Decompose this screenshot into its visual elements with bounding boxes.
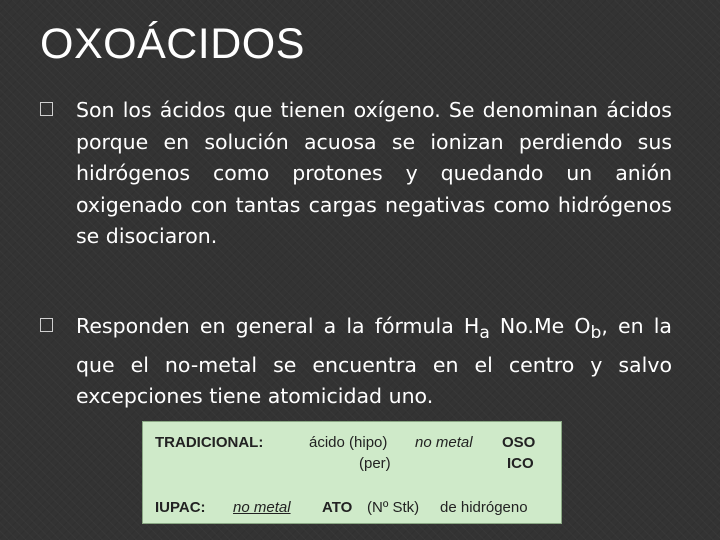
formula-text-before: Responden en general a la fórmula H <box>76 314 480 338</box>
per-prefix: (per) <box>359 455 391 472</box>
bullet-item-formula <box>40 311 672 413</box>
de-hidrogeno-text: de hidrógeno <box>440 499 528 516</box>
ato-suffix: ATO <box>322 499 353 516</box>
formula-text-after: , en la que el no-metal se encuentra en el centro y salvo excepciones tiene atomicidad uno. <box>76 314 672 409</box>
oso-suffix: OSO <box>502 434 536 451</box>
bullet-text <box>76 311 672 413</box>
iupac-label: IUPAC: <box>155 499 206 516</box>
nomenclature-box <box>142 421 562 524</box>
bullet-text: Son los ácidos que tienen oxígeno. Se denominan ácidos porque en solución acuosa se ionizan perdiendo sus hidrógenos como protones y quedando un anión oxigenado con tantas cargas negativas como hidrógenos se disociaron. <box>76 98 672 248</box>
tradicional-label: TRADICIONAL: <box>155 434 264 451</box>
no-metal-text: no metal <box>415 434 473 451</box>
iupac-no-metal-text: no metal <box>233 499 291 516</box>
subscript-b: b <box>590 323 602 344</box>
subscript-a: a <box>479 323 490 344</box>
bullet-box-icon <box>40 318 53 332</box>
n-stk-text: (Nº Stk) <box>367 499 420 516</box>
formula-text-mid: No.Me O <box>489 314 591 338</box>
acido-hipo-text: ácido (hipo) <box>309 434 388 451</box>
bullet-box-icon <box>40 102 53 116</box>
slide-title: OXOÁCIDOS <box>40 20 305 68</box>
bullet-item-definition <box>40 95 672 253</box>
ico-suffix: ICO <box>507 455 534 472</box>
